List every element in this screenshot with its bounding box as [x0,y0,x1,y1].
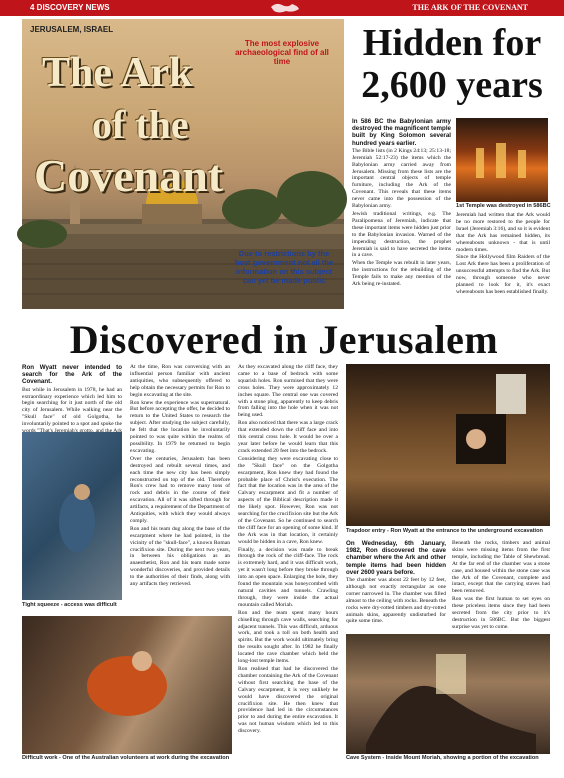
main-para: Considering they were excavating close to the "Skull face" on the Golgotha escarpment, Ron knew they had found the probable place of Christ's execution. The fact that the location was in the area of the Calvary escarpment and fit a number of aspects of the Biblical description made it the likely spot. However, Ron was not searching for the crucifixion site but the Ark of the Covenant. So he continued to search the cliff face for an opening of some kind. If the Ark was in that location, it certainly would be hidden in a cave, Ron knew. [238,455,338,545]
main-para: Ron and his team dug along the base of the escarpment where he had pointed, in the vicinity of the "skull-face", a known Roman crucifixion site. During the next two years, in between his obligations as an anaesthetist, Ron and his team made some wonderful discoveries, and provided details to the authorities of their finds, along with any artifacts they retrieved. [130,525,230,588]
main-para: Ron and the team spent many hours chiselling through cave walls, searching for adjacent tunnels. This was difficult, arduous work, and took a toll on both health and spirits. But the work would ultimately bring the results sought after. In 1982 he finally located the cave chamber which held the long-lost temple items. [238,609,338,665]
main-headline: Discovered in Jerusalem [69,317,499,362]
cave-photo [346,634,550,754]
top-headline: Hidden for 2,600 years [361,22,543,106]
hero-image [22,19,344,309]
main-column-3 [238,364,338,756]
main-para: Ron realised that had he discovered the chamber containing the Ark of the Covenant without first searching the base of the Calvary escarpment, it is very unlikely he would have discovered the original crucifixion site. He then knew that providence had led in the circumstances prior to and during the entire excavation. It was not human wisdom which led to this discovery. [238,665,338,735]
main-para: Beneath the rocks, timbers and animal skins were missing items from the first temple, including the Table of Shewbread. At the far end of the chamber was a stone case, and housed within the stone case was the Ark of the Covenant, complete and intact, except that the carrying staves had been removed. [452,540,550,595]
top-para: When the Temple was rebuilt in later years, the instructions for the rebuilding of the Temple fails to make any mention of the Ark being re-instated. [352,260,451,288]
main-column-5 [452,540,550,632]
main-para: Ron also noticed that there was a large crack that extended down the cliff face and into this central cross hole. It would be over a year later before he would learn that this crack extended 20 feet into the bedrock. [238,420,338,454]
main-para: But while in Jerusalem in 1978, he had an extraordinary experience which led him to begin searching for it just north of the old city of Jerusalem. While walking near the "Skull face" of old Golgotha, he involuntarily pointed to a spot and spoke the [22,386,122,428]
climb-photo [22,432,122,600]
climb-caption: Tight squeeze - access was difficult [22,602,117,608]
main-para: Ron was the first human to set eyes on these priceless items since they had been secreted from the city prior to it's destruction in 586BC. But the biggest surprise was yet to come. [452,596,550,630]
hero-title-line3: Covenant [34,150,224,201]
location-label: JERUSALEM, ISRAEL [30,25,114,34]
hero-tagline: The most explosive archaeological find of all time [235,39,329,66]
main-para: Finally, a decision was made to break through the rock of the cliff-face. The rock is extremely hard, and it was difficult work, yet it wasn't long before they broke through into an open space. Enlarging the hole, they found the mountain was honeycombed with natural cavities and tunnels. Crawling through, they were inside the actual mountain called Moriah. [238,546,338,608]
top-para: Jeremiah had written that the Ark would be no more restored to the people for Israel (Jeremiah 3:16), and so it is evident that the Ark has remained hidden, its whereabouts unknown - that is until modern times. [456,212,550,253]
top-story-column-2 [456,212,550,312]
top-story-lead: In 586 BC the Babylonian army destroyed the magnificent temple built by King Solomon several hundred years earlier. [352,118,451,147]
trapdoor-photo [346,364,550,526]
main-para: At the time, Ron was conversing with an influential person familiar with ancient antiquities, who subsequently offered to help obtain the necessary permits for Ron to begin excavating at the site. [130,364,230,398]
top-para: Jewish traditional writings, e.g. The Paralipomena of Jeremiah, indicate that these important items were hidden just prior to the Babylonian invasion. Warned of the impending destruction, the prophet Jeremiah is said to have secreted the items in a cave. [352,210,451,259]
main-para: The chamber was about 22 feet by 12 feet, although not exactly rectangular as one corner narrowed in. The chamber was filled almost to the ceiling with rocks. Beneath the rocks were dry-rotted timbers and dry-rotted animals skins, apparently undisturbed for quite some time. [346,577,446,625]
section-title: 4 DISCOVERY NEWS [30,3,110,12]
main-column-1 [22,364,122,430]
series-title: THE ARK OF THE COVENANT [412,3,528,12]
restriction-note: Due to restrictions by the host government not all the information on this subject can yet be made public [234,249,334,285]
cave-caption: Cave System - Inside Mount Moriah, showing a portion of the excavation [346,755,539,761]
main-column-2 [130,364,230,614]
main-para: As they excavated along the cliff face, they came to a base of bedrock with some squarish holes. Ron surmised that they were cross holes. They were approximately 12 inches square. The central one was covered with a stone plug, apparently to keep debris from falling into the hole when it was not being used. [238,364,338,419]
hero-title-line2: of the [92,102,189,147]
trapdoor-caption: Trapdoor entry - Ron Wyatt at the entrance to the underground excavation [346,528,543,534]
main-para: Ron knew the experience was supernatural. But before accepting the offer, he decided to return to the United States to research the subject. After studying the subject carefully, he felt that the location he involuntarily pointed to was quite within the realms of possibility. In 1979 he returned to begin excavating. [130,399,230,454]
main-para: Over the centuries, Jerusalem has been destroyed and rebuilt several times, and each time the new city has been simply reconstructed on top of the old. Therefore Ron's crew had to remove many tons of rock and debris in the course of their excavation. All of it was sifted through for artifacts, a requirement of the Department of Antiquities, with which they would always comply. [130,455,230,524]
temple-photo [456,118,548,202]
temple-photo-caption: 1st Temple was destroyed in 586BC [456,203,551,209]
main-lead: Ron Wyatt never intended to search for the Ark of the Covenant. [22,364,122,386]
main-column-4 [346,540,446,632]
header-bar [0,0,564,16]
work-caption: Difficult work - One of the Australian volunteers at work during the excavation [22,755,230,761]
top-para: The Bible lists (in 2 Kings 24:13; 25:13-18; Jeremiah 52:17-23) the items which the Babylonian army carried away from Jerusalem. Missing from these lists are the important central objects of temple furniture, including the Ark of the Covenant. This reveals that these items never came into the possession of the Babylonian army. [352,147,451,210]
main-lead-2: On Wednesday, 6th January, 1982, Ron discovered the cave chamber where the Ark and other temple items had been hidden over 2600 years before. [346,540,446,576]
world-map-icon [268,1,302,15]
top-para: Since the Hollywood film Raiders of the Lost Ark there has been a proliferation of unsuccessful attempts to find the Ark. But now, through someone who never planned to look for it, it's exact whereabouts has been established finally. [456,254,550,295]
top-story-column-1 [352,118,451,312]
hero-title-line1: The Ark [42,50,193,96]
work-photo [22,616,232,754]
